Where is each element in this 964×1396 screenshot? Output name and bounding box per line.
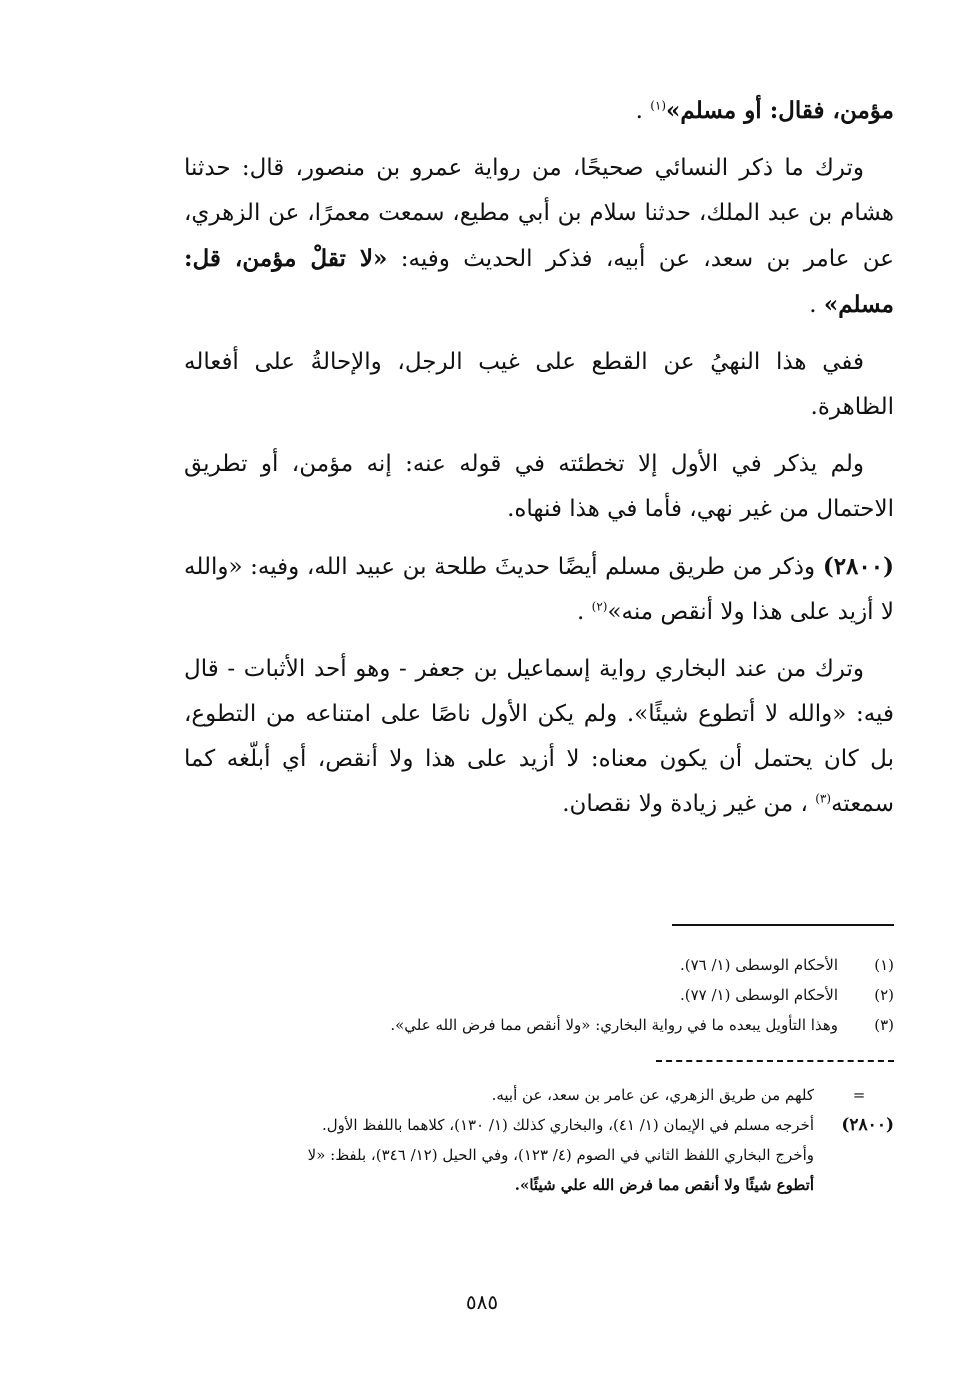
p6-end: ، من غير زيادة ولا نقصان. [562, 791, 808, 817]
paragraph-3: ففي هذا النهيُ عن القطع على غيب الرجل، والإحالةُ على أفعاله الظاهرة. [184, 349, 894, 420]
footnote-3 [184, 1010, 894, 1040]
footnote-number: (٣) [874, 1016, 894, 1034]
footnote-ref-2: (٢) [591, 599, 608, 614]
paragraph-6 [184, 647, 894, 827]
editor-notes [174, 1080, 894, 1200]
editor-note-2800 [174, 1110, 894, 1140]
footnote-number: (١) [874, 956, 894, 974]
footnote-text: الأحكام الوسطى (١/ ٧٧). [679, 986, 838, 1004]
continuation-text: كلهم من طريق الزهري، عن عامر بن سعد، عن أبيه. [491, 1086, 814, 1104]
editor-note-continuation [174, 1080, 894, 1110]
footnote-text: وهذا التأويل يبعده ما في رواية البخاري: «ولا أنقص مما فرض الله علي». [390, 1016, 838, 1034]
p2-text: وترك ما ذكر النسائي صحيحًا، من رواية عمرو بن منصور، قال: حدثنا هشام بن عبد الملك، حدثنا سلام بن أبي مطيع، سمعت معمرًا، عن الزهري، عن عامر بن سعد، عن أبيه، فذكر الحديث وفيه: [184, 155, 895, 272]
paragraph-4: ولم يذكر في الأول إلا تخطئته في قوله عنه: إنه مؤمن، أو تطريق الاحتمال من غير نهي، فأما في هذا فنهاه. [184, 451, 894, 522]
editor-note-label: (٢٨٠٠) [841, 1115, 894, 1135]
p1-text: مؤمن، فقال: أو مسلم» [666, 97, 894, 124]
paragraph-1 [184, 88, 894, 134]
editor-note-line-1: أخرجه مسلم في الإيمان (١/ ٤١)، والبخاري كذلك (١/ ١٣٠)، كلاهما باللفظ الأول. [321, 1116, 814, 1134]
p5-text: وذكر من طريق مسلم أيضًا حديثَ طلحة بن عبيد الله، وفيه: «والله لا أزيد على هذا ولا أنقص منه» [184, 554, 894, 625]
paragraph-5 [184, 544, 894, 635]
footnote-ref-1: (١) [650, 98, 667, 113]
footnote-1 [184, 950, 894, 980]
footnote-divider [672, 924, 894, 926]
continuation-mark: = [852, 1086, 866, 1104]
p1-end: . [635, 98, 643, 124]
footnotes [184, 950, 894, 1040]
main-text [184, 88, 894, 839]
p5-end: . [577, 599, 585, 625]
footnote-ref-3: (٣) [815, 791, 832, 806]
hadith-number: (٢٨٠٠) [822, 553, 895, 580]
p6-text: وترك من عند البخاري رواية إسماعيل بن جعفر - وهو أحد الأثبات - قال فيه: «والله لا أتطوع شيئًا». ولم يكن الأول ناصًا على امتناعه من التطوع، بل كان يحتمل أن يكون معناه: لا أزيد على هذا ولا أنقص، أي أبلّغه كما سمعته [184, 656, 894, 817]
editor-note-line-2: وأخرج البخاري اللفظ الثاني في الصوم (٤/ ١٢٣)، وفي الحيل (١٢/ ٣٤٦)، بلفظ: «لا [307, 1146, 814, 1164]
p2-quote: «لا تقلْ مؤمن، قل: مسلم» [184, 245, 894, 318]
footnote-text: الأحكام الوسطى (١/ ٧٦). [679, 956, 838, 974]
p2-end: . [809, 292, 817, 318]
paragraph-2 [184, 146, 894, 328]
footnote-number: (٢) [874, 986, 894, 1004]
page-number: ٥٨٥ [465, 1290, 499, 1314]
editor-note-line-3: أتطوع شيئًا ولا أنقص مما فرض الله علي شيئًا». [514, 1176, 814, 1194]
editor-notes-divider [656, 1060, 894, 1062]
footnote-2 [184, 980, 894, 1010]
